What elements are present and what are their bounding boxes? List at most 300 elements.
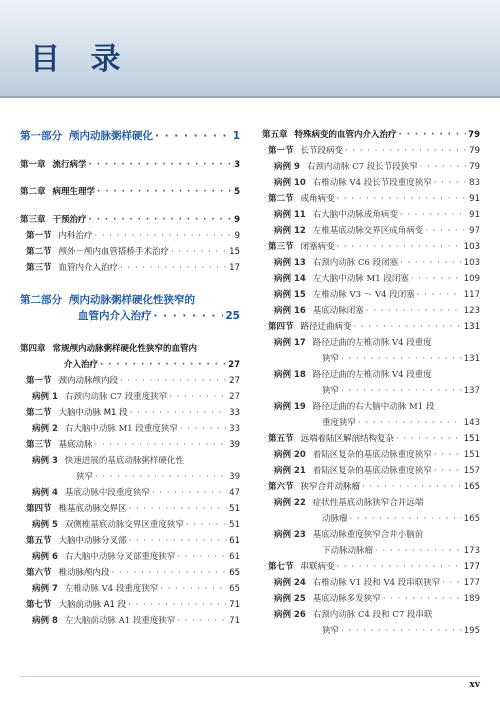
- dot-leader: [154, 310, 224, 322]
- dot-leader: [341, 626, 462, 636]
- toc-entry[interactable]: [26, 438, 240, 450]
- entry-page-number: 51: [229, 520, 240, 530]
- toc-entry[interactable]: [322, 544, 480, 556]
- entry-number: 病例 22: [274, 498, 306, 508]
- entry-page-number: 51: [229, 504, 240, 514]
- toc-entry[interactable]: [64, 358, 240, 370]
- entry-page-number: 177: [463, 578, 480, 588]
- toc-entry[interactable]: [76, 470, 240, 482]
- toc-entry[interactable]: [32, 614, 240, 626]
- entry-title: 左椎动脉 V3 ～ V4 段闭塞: [312, 290, 415, 300]
- entry-label: [274, 464, 432, 476]
- entry-number: 病例 12: [274, 226, 306, 236]
- entry-page-number: 103: [463, 258, 480, 268]
- entry-number: 第二节: [26, 408, 52, 418]
- entry-label: [26, 438, 93, 450]
- dot-leader: [354, 322, 462, 332]
- entry-number: 第六节: [268, 482, 294, 492]
- entry-number: 第二章: [20, 187, 46, 197]
- entry-label: [20, 185, 95, 197]
- dot-leader: [180, 424, 227, 434]
- entry-number: 病例 13: [274, 258, 306, 268]
- entry-title: 重度狭窄: [322, 418, 357, 428]
- entry-page-number: 109: [463, 274, 480, 284]
- toc-entry[interactable]: [274, 464, 480, 476]
- entry-label: [274, 304, 364, 316]
- entry-page-number: 3: [234, 160, 240, 170]
- dot-leader: [100, 360, 226, 370]
- toc-entry[interactable]: [274, 176, 480, 188]
- entry-page-number: 165: [463, 514, 480, 524]
- entry-title: 大脑前动脉 A1 段: [58, 600, 127, 610]
- entry-page-number: 79: [469, 162, 480, 172]
- entry-number: 病例 10: [274, 178, 306, 188]
- dot-leader: [341, 386, 462, 396]
- toc-entry[interactable]: [32, 582, 240, 594]
- toc-entry[interactable]: [26, 406, 240, 418]
- entry-number: 第一部分: [20, 130, 62, 142]
- dot-leader: [128, 600, 227, 610]
- entry-page-number: 177: [463, 562, 480, 572]
- entry-number: 第二部分: [20, 294, 62, 306]
- dot-leader: [155, 130, 231, 142]
- entry-label: [274, 160, 418, 172]
- dot-leader: [396, 434, 462, 444]
- dot-leader: [399, 130, 467, 140]
- dot-leader: [337, 562, 462, 572]
- toc-entry[interactable]: [322, 416, 480, 428]
- banner-rule: [0, 96, 500, 98]
- entry-page-number: 173: [463, 546, 480, 556]
- entry-page-number: 83: [469, 178, 480, 188]
- toc-entry[interactable]: [26, 566, 240, 578]
- entry-label: [268, 192, 335, 204]
- entry-number: 第四节: [26, 504, 52, 514]
- dot-leader: [337, 242, 462, 252]
- entry-title: 路径迂曲病变: [300, 322, 352, 332]
- toc-entry[interactable]: [322, 352, 480, 364]
- entry-label: [26, 534, 127, 546]
- entry-title: 左椎动脉 V4 段重度狭窄: [64, 584, 159, 594]
- entry-number: 病例 4: [32, 488, 58, 498]
- entry-page-number: 189: [463, 594, 480, 604]
- entry-page-number: 143: [463, 418, 480, 428]
- entry-page-number: 27: [229, 392, 240, 402]
- toc-entry[interactable]: [20, 158, 240, 170]
- entry-label: [20, 213, 87, 225]
- entry-number: 第七节: [26, 600, 52, 610]
- toc-entry[interactable]: [274, 368, 480, 380]
- dot-leader: [383, 594, 462, 604]
- entry-number: 第四节: [268, 322, 294, 332]
- entry-title: 基底动脉: [58, 440, 93, 450]
- entry-label: [20, 292, 195, 307]
- entry-page-number: 151: [463, 450, 480, 460]
- entry-label: [274, 592, 381, 604]
- entry-page-number: 39: [229, 440, 240, 450]
- entry-number: 病例 25: [274, 594, 306, 604]
- page-title: 目 录: [30, 42, 131, 77]
- toc-entry[interactable]: [26, 598, 240, 610]
- toc-entry[interactable]: [268, 144, 480, 156]
- entry-title: 右大脑中动脉分叉部重度狭窄: [64, 552, 176, 562]
- dot-leader: [160, 584, 227, 594]
- toc-entry[interactable]: [26, 374, 240, 386]
- toc-entry[interactable]: [268, 192, 480, 204]
- entry-label: [274, 528, 423, 540]
- entry-label: [268, 144, 343, 156]
- entry-page-number: 27: [229, 376, 240, 386]
- entry-page-number: 195: [463, 626, 480, 636]
- toc-entry[interactable]: [32, 550, 240, 562]
- entry-title: 狭窄: [76, 472, 94, 482]
- toc-entry[interactable]: [262, 128, 480, 140]
- entry-label: [20, 342, 197, 354]
- entry-number: 病例 23: [274, 530, 306, 540]
- dot-leader: [89, 160, 233, 170]
- entry-title: 着陆区复杂的基底动脉重度狭窄: [312, 450, 432, 460]
- dot-leader: [442, 578, 462, 588]
- entry-number: 第二节: [26, 247, 52, 257]
- entry-label: [274, 336, 432, 348]
- entry-title: 介入治疗: [64, 360, 99, 370]
- toc-entry[interactable]: [32, 390, 240, 402]
- entry-title: 右椎动脉 V1 段和 V4 段串联狭窄: [312, 578, 441, 588]
- toc-entry[interactable]: [20, 185, 240, 197]
- entry-label: [274, 448, 432, 460]
- entry-label: [268, 240, 335, 252]
- entry-title: 基底动脉闭塞: [312, 306, 364, 316]
- entry-title: 流行病学: [52, 160, 87, 170]
- entry-title: 下动脉动脉瘤: [322, 546, 374, 556]
- toc-entry[interactable]: [274, 608, 480, 620]
- entry-page-number: 157: [463, 466, 480, 476]
- entry-label: [268, 480, 360, 492]
- entry-title: 路径迂曲的左椎动脉 V4 段重度: [312, 370, 432, 380]
- entry-title: 常规颅内动脉粥样硬化性狭窄的血管内: [52, 344, 198, 354]
- entry-title: 基底动脉重度狭窄合并小脑前: [312, 530, 424, 540]
- toc-entry[interactable]: [274, 400, 480, 412]
- entry-title: 狭窄: [322, 626, 340, 636]
- dot-leader: [129, 536, 228, 546]
- toc-entry[interactable]: [274, 256, 480, 268]
- entry-number: 病例 15: [274, 290, 306, 300]
- entry-label: [26, 502, 127, 514]
- entry-number: 第一节: [268, 146, 294, 156]
- entry-label: [274, 224, 423, 236]
- entry-title: 血管内介入治疗: [58, 263, 119, 273]
- entry-label: [20, 128, 153, 143]
- dot-leader: [420, 162, 467, 172]
- entry-label: [64, 358, 98, 370]
- entry-number: 病例 16: [274, 306, 306, 316]
- entry-page-number: 151: [463, 434, 480, 444]
- entry-number: 第七节: [268, 562, 294, 572]
- page-number: xv: [469, 680, 480, 690]
- entry-page-number: 79: [469, 146, 480, 156]
- toc-entry[interactable]: [274, 160, 480, 172]
- entry-title: 症状性基底动脉狭窄合并远端: [312, 498, 424, 508]
- entry-title: 内科治疗: [58, 231, 93, 241]
- entry-number: 第三章: [20, 215, 46, 225]
- entry-title: 颅外－颅内血管搭桥手术治疗: [58, 247, 170, 257]
- entry-label: [26, 598, 126, 610]
- dot-leader: [411, 274, 462, 284]
- entry-label: [32, 582, 158, 594]
- entry-title: 着陆区复杂的基底动脉重度狭窄: [312, 466, 432, 476]
- entry-title: 右颈内动脉 C4 段和 C7 段串联: [312, 610, 433, 620]
- dot-leader: [345, 146, 467, 156]
- entry-title: 右大脑中动脉成角病变: [312, 210, 398, 220]
- entry-label: [32, 390, 167, 402]
- entry-title: 右颈内动脉 C7 段长节段狭窄: [306, 162, 418, 172]
- entry-number: 第三节: [26, 440, 52, 450]
- entry-title: 左椎基底动脉交界区成角病变: [312, 226, 424, 236]
- entry-number: 病例 9: [274, 162, 300, 172]
- entry-label: [274, 272, 409, 284]
- toc-entry[interactable]: [268, 320, 480, 332]
- entry-number: 病例 18: [274, 370, 306, 380]
- entry-page-number: 91: [469, 210, 480, 220]
- dot-leader: [186, 520, 227, 530]
- entry-label: [32, 614, 175, 626]
- entry-number: 病例 11: [274, 210, 306, 220]
- entry-page-number: 131: [463, 322, 480, 332]
- toc-entry[interactable]: [26, 229, 240, 241]
- entry-number: 病例 21: [274, 466, 306, 476]
- dot-leader: [434, 178, 467, 188]
- entry-title: 椎动脉颅内段: [58, 568, 110, 578]
- dot-leader: [89, 215, 233, 225]
- dot-leader: [169, 392, 227, 402]
- entry-label: [274, 496, 423, 508]
- dot-leader: [366, 306, 462, 316]
- entry-title: 路径迂曲的右大脑中动脉 M1 段: [312, 402, 435, 412]
- entry-label: [322, 384, 339, 396]
- dot-leader: [341, 354, 462, 364]
- entry-number: 病例 7: [32, 584, 58, 594]
- toc-entry[interactable]: [274, 224, 480, 236]
- toc-entry[interactable]: [274, 576, 480, 588]
- entry-label: [20, 158, 87, 170]
- entry-number: 病例 1: [32, 392, 58, 402]
- dot-leader: [97, 187, 232, 197]
- entry-title: 颈内动脉颅内段: [58, 376, 119, 386]
- toc-entry[interactable]: [78, 308, 240, 323]
- entry-page-number: 9: [234, 215, 240, 225]
- dot-leader: [425, 226, 467, 236]
- entry-page-number: 131: [463, 354, 480, 364]
- dot-leader: [417, 290, 462, 300]
- entry-label: [32, 486, 150, 498]
- entry-page-number: 33: [229, 424, 240, 434]
- dot-leader: [358, 418, 462, 428]
- entry-page-number: 103: [463, 242, 480, 252]
- entry-title: 血管内介入治疗: [78, 310, 152, 322]
- entry-page-number: 61: [229, 552, 240, 562]
- entry-title: 大脑中动脉分叉部: [58, 536, 127, 546]
- entry-page-number: 91: [469, 194, 480, 204]
- entry-page-number: 5: [234, 187, 240, 197]
- entry-number: 第一节: [26, 376, 52, 386]
- entry-page-number: 71: [229, 600, 240, 610]
- entry-page-number: 39: [229, 472, 240, 482]
- toc-entry[interactable]: [32, 454, 240, 466]
- toc-entry[interactable]: [274, 208, 480, 220]
- toc-entry[interactable]: [26, 534, 240, 546]
- toc-entry[interactable]: [274, 592, 480, 604]
- entry-label: [26, 374, 118, 386]
- title-banner: [0, 0, 500, 96]
- toc-entry[interactable]: [268, 432, 480, 444]
- dot-leader: [120, 263, 227, 273]
- entry-label: [274, 400, 434, 412]
- dot-leader: [130, 408, 228, 418]
- entry-label: [322, 416, 356, 428]
- dot-leader: [434, 466, 462, 476]
- entry-number: 病例 3: [32, 456, 58, 466]
- entry-title: 右颈内动脉 C7 段重度狭窄: [64, 392, 168, 402]
- entry-label: [26, 229, 93, 241]
- entry-page-number: 1: [232, 130, 240, 142]
- entry-page-number: 61: [229, 536, 240, 546]
- entry-number: 第一章: [20, 160, 46, 170]
- entry-label: [274, 576, 440, 588]
- toc-entry[interactable]: [32, 422, 240, 434]
- entry-title: 大脑中动脉 M1 段: [58, 408, 128, 418]
- dot-leader: [171, 247, 227, 257]
- entry-title: 狭窄合并动脉瘤: [300, 482, 361, 492]
- entry-page-number: 165: [463, 482, 480, 492]
- entry-label: [274, 368, 432, 380]
- toc-entry[interactable]: [20, 342, 240, 354]
- toc-entry[interactable]: [20, 292, 240, 307]
- dot-leader: [434, 450, 462, 460]
- entry-number: 病例 5: [32, 520, 58, 530]
- entry-label: [268, 320, 352, 332]
- dot-leader: [375, 546, 462, 556]
- entry-label: [274, 208, 398, 220]
- entry-title: 右大脑中动脉 M1 段重度狭窄: [64, 424, 178, 434]
- entry-title: 左大脑中动脉 M1 段闭塞: [312, 274, 409, 284]
- toc-entry[interactable]: [274, 336, 480, 348]
- entry-number: 病例 8: [32, 616, 58, 626]
- entry-page-number: 65: [229, 568, 240, 578]
- toc-entry[interactable]: [274, 528, 480, 540]
- toc-entry[interactable]: [32, 518, 240, 530]
- toc-entry[interactable]: [26, 261, 240, 273]
- entry-title: 双侧椎基底动脉交界区重度狭窄: [64, 520, 184, 530]
- entry-number: 病例 26: [274, 610, 306, 620]
- entry-number: 第五章: [262, 130, 288, 140]
- dot-leader: [129, 504, 228, 514]
- entry-title: 成角病变: [300, 194, 335, 204]
- entry-label: [322, 512, 348, 524]
- dot-leader: [362, 482, 462, 492]
- toc-entry[interactable]: [322, 384, 480, 396]
- entry-number: 第一节: [26, 231, 52, 241]
- entry-label: [268, 560, 335, 572]
- toc-entry[interactable]: [26, 502, 240, 514]
- entry-number: 病例 2: [32, 424, 58, 434]
- dot-leader: [400, 210, 467, 220]
- entry-title: 快速进展的基底动脉粥样硬化性: [64, 456, 184, 466]
- entry-title: 串联病变: [300, 562, 335, 572]
- dot-leader: [152, 488, 227, 498]
- toc-entry[interactable]: [274, 272, 480, 284]
- toc-entry[interactable]: [274, 448, 480, 460]
- entry-label: [78, 308, 152, 323]
- entry-title: 路径迂曲的左椎动脉 V4 段重度: [312, 338, 432, 348]
- toc-entry[interactable]: [274, 496, 480, 508]
- entry-page-number: 123: [463, 306, 480, 316]
- toc-entry[interactable]: [322, 624, 480, 636]
- entry-title: 右颈内动脉 C6 段闭塞: [312, 258, 399, 268]
- toc-entry[interactable]: [268, 560, 480, 572]
- toc-entry[interactable]: [26, 245, 240, 257]
- entry-number: 病例 24: [274, 578, 306, 588]
- entry-page-number: 79: [468, 130, 480, 140]
- entry-title: 右椎动脉 V4 段长节段重度狭窄: [312, 178, 432, 188]
- entry-page-number: 71: [229, 616, 240, 626]
- entry-title: 远端着陆区解剖结构复杂: [300, 434, 395, 444]
- dot-leader: [177, 616, 227, 626]
- entry-label: [322, 624, 339, 636]
- entry-label: [268, 432, 394, 444]
- toc-entry[interactable]: [322, 512, 480, 524]
- entry-title: 狭窄: [322, 354, 340, 364]
- entry-label: [32, 518, 184, 530]
- entry-page-number: 117: [463, 290, 480, 300]
- entry-page-number: 137: [463, 386, 480, 396]
- entry-page-number: 9: [234, 231, 240, 241]
- entry-title: 基底动脉多发狭窄: [312, 594, 381, 604]
- entry-page-number: 47: [229, 488, 240, 498]
- entry-number: 病例 20: [274, 450, 306, 460]
- toc-entry[interactable]: [20, 213, 240, 225]
- entry-label: [274, 256, 398, 268]
- entry-number: 病例 6: [32, 552, 58, 562]
- dot-leader: [337, 194, 468, 204]
- entry-page-number: 97: [469, 226, 480, 236]
- entry-number: 第三节: [26, 263, 52, 273]
- entry-title: 长节段病变: [300, 146, 344, 156]
- entry-number: 第三节: [268, 242, 294, 252]
- entry-title: 狭窄: [322, 386, 340, 396]
- entry-label: [32, 454, 184, 466]
- footer-rule: [20, 676, 480, 677]
- toc-entry[interactable]: [268, 240, 480, 252]
- toc-entry[interactable]: [268, 480, 480, 492]
- toc-entry[interactable]: [274, 304, 480, 316]
- entry-page-number: 27: [228, 360, 240, 370]
- entry-label: [26, 245, 169, 257]
- entry-label: [26, 406, 128, 418]
- toc-entry[interactable]: [274, 288, 480, 300]
- dot-leader: [112, 568, 228, 578]
- entry-number: 病例 19: [274, 402, 306, 412]
- entry-page-number: 65: [229, 584, 240, 594]
- entry-title: 动脉瘤: [322, 514, 348, 524]
- entry-title: 左大脑前动脉 A1 段重度狭窄: [64, 616, 176, 626]
- dot-leader: [350, 514, 462, 524]
- entry-page-number: 25: [225, 310, 240, 322]
- entry-number: 第六节: [26, 568, 52, 578]
- toc-entry[interactable]: [20, 128, 240, 143]
- entry-label: [32, 550, 175, 562]
- toc-entry[interactable]: [32, 486, 240, 498]
- entry-title: 特殊病变的血管内介入治疗: [294, 130, 397, 140]
